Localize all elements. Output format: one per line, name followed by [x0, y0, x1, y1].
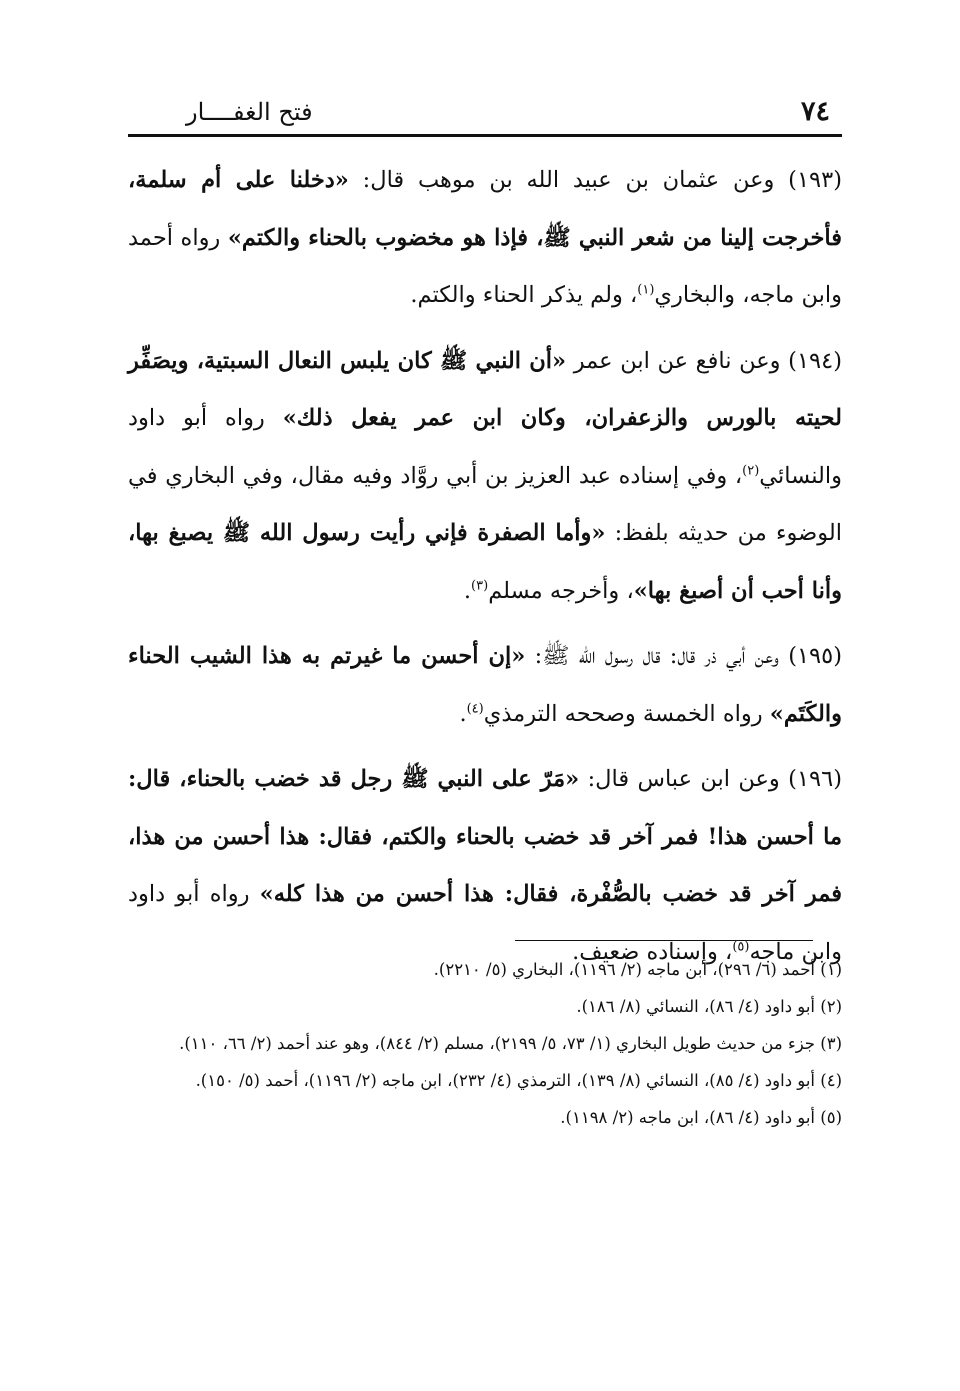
footnote-ref: (٤)	[466, 701, 484, 716]
footnote-3: (٣) جزء من حديث طويل البخاري (١/ ٧٣، ٥/ ٢١٩٩)، مسلم (٢/ ٨٤٤)، وهو عند أحمد (٢/ ٦٦، ١١٠).	[179, 1034, 842, 1053]
hadith-196	[128, 751, 842, 981]
hadith-number: (١٩٦)	[788, 766, 842, 792]
hadith-quote: «دخلنا على أم سلمة، فأخرجت إلينا من شعر النبي ﷺ، فإذا هو مخضوب بالحناء والكتم»	[128, 167, 842, 251]
footnote-5: (٥) أبو داود (٤/ ٨٦)، ابن ماجه (٢/ ١١٩٨).	[560, 1108, 842, 1127]
footnote-ref: (١)	[637, 282, 655, 298]
hadith-intro: وعن نافع عن ابن عمر	[573, 347, 781, 374]
hadith-end: .	[463, 577, 472, 604]
hadith-tail: .	[459, 700, 467, 727]
hadith-intro: وعن ابن عباس قال:	[587, 766, 780, 792]
running-title: فتح الغفــــار	[186, 98, 313, 126]
hadith-quote-2: «وأما الصفرة فإني رأيت رسول الله ﷺ يصبغ بها، وأنا أحب أن أصبغ بها»	[128, 520, 842, 604]
page-number: ٧٤	[800, 96, 830, 127]
hadith-195	[128, 628, 842, 743]
hadith-number: (١٩٥)	[788, 643, 843, 669]
hadith-quote: «أن النبي ﷺ كان يلبس النعال السبتية، ويصَفِّر لحيته بالورس والزعفران، وكان ابن عمر يفعل ذلك»	[128, 347, 843, 431]
footnote-ref: (٣)	[471, 578, 489, 593]
hadith-tail: ، ولم يذكر الحناء والكتم.	[410, 282, 638, 308]
footnote-1: (١) أحمد (٦/ ٢٩٦)، ابن ماجه (٢/ ١١٩٦)، البخاري (٥/ ٢٢١٠).	[433, 960, 842, 979]
footnotes	[128, 953, 842, 1138]
hadith-tail: ، وإسناده ضعيف.	[572, 938, 733, 965]
hadith-source: رواه الخمسة وصححه الترمذي	[483, 700, 763, 727]
hadith-number: (١٩٣)	[788, 167, 842, 193]
hadith-commentary: ، وفي إسناده عبد العزيز بن أبي روَّاد وفيه مقال، وفي البخاري في الوضوء من حديثه بلفظ:	[128, 462, 842, 546]
page-header	[128, 92, 842, 137]
hadith-intro: وعن أبي ذر قال: قال رسول الله ﷺ:	[534, 643, 779, 669]
hadith-193	[128, 152, 842, 325]
main-text	[128, 152, 842, 989]
footnote-2: (٢) أبو داود (٤/ ٨٦)، النسائي (٨/ ١٨٦).	[576, 997, 842, 1016]
hadith-intro: وعن عثمان بن عبيد الله بن موهب قال:	[362, 167, 775, 193]
footnote-divider	[515, 940, 813, 941]
footnote-4: (٤) أبو داود (٤/ ٨٥)، النسائي (٨/ ١٣٩)، الترمذي (٤/ ٢٣٢)، ابن ماجه (٢/ ١١٩٦)، أحمد (٥/ ١٥٠).	[195, 1071, 842, 1090]
hadith-194	[128, 333, 842, 621]
footnote-ref: (٢)	[742, 463, 760, 478]
footnote-ref: (٥)	[732, 939, 750, 954]
hadith-quote: «إن أحسن ما غيرتم به هذا الشيب الحناء والكَتَم»	[128, 643, 842, 727]
hadith-number: (١٩٤)	[788, 347, 842, 374]
hadith-quote: «مَرّ على النبي ﷺ رجل قد خضب بالحناء، قال: ما أحسن هذا! فمر آخر قد خضب بالحناء والكتم، فقال: هذا أحسن من هذا، فمر آخر قد خضب بالصُّفْرة، فقال: هذا أحسن من هذا كله»	[128, 766, 842, 907]
hadith-source: رواه أبو داود وابن ماجه	[128, 881, 842, 965]
hadith-source: رواه أبو داود والنسائي	[128, 405, 842, 489]
hadith-tail: ، وأخرجه مسلم	[488, 577, 634, 604]
hadith-source: رواه أحمد وابن ماجه، والبخاري	[128, 224, 842, 308]
